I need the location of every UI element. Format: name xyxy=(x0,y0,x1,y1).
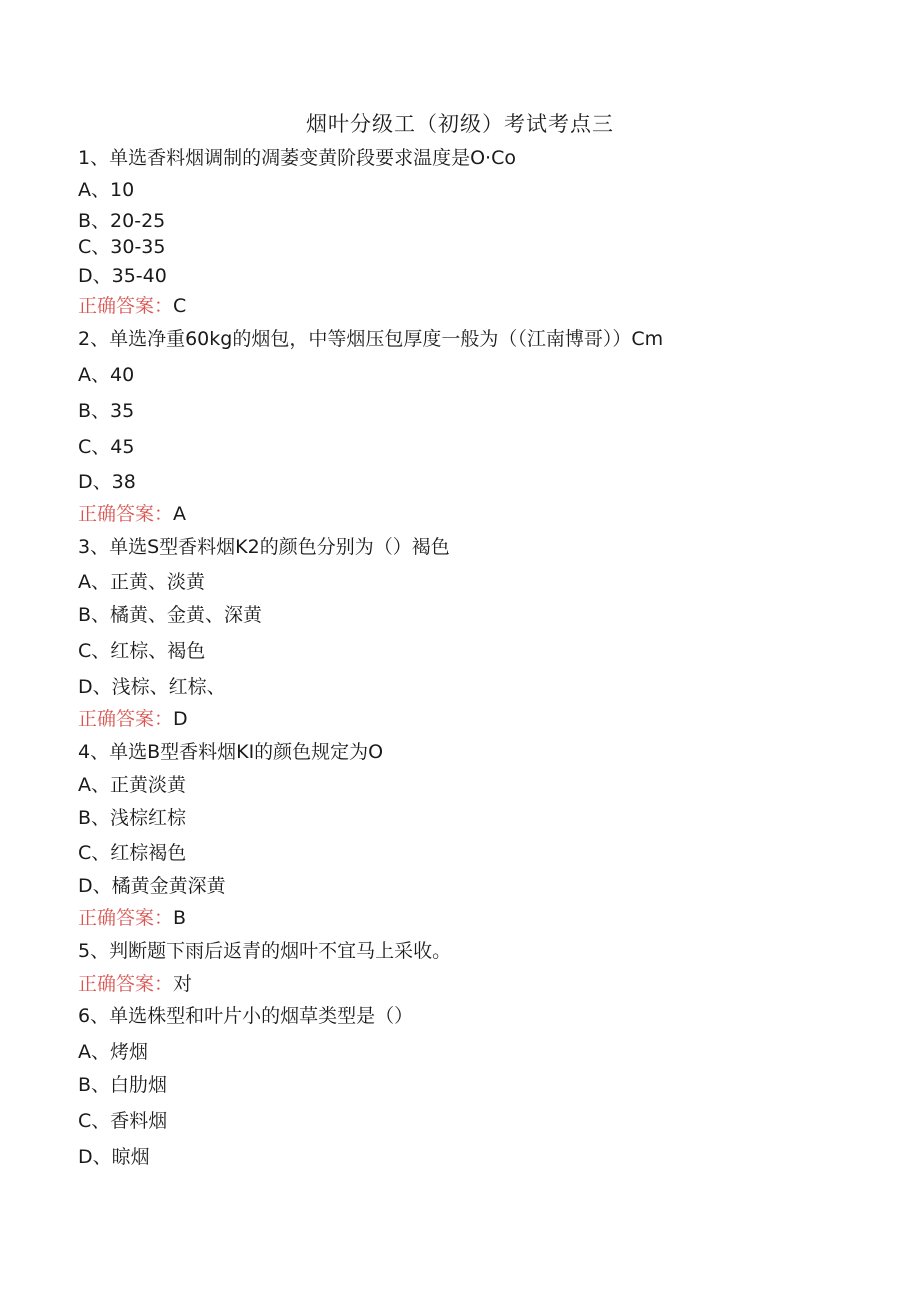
answer-value: B xyxy=(173,907,187,929)
page-title: 烟叶分级工（初级）考试考点三 xyxy=(306,112,614,136)
answer-value: A xyxy=(173,503,187,525)
option: D、35-40 xyxy=(78,265,167,287)
option: D、晾烟 xyxy=(78,1146,150,1168)
option: B、35 xyxy=(78,400,135,422)
answer-label: 正确答案： xyxy=(78,708,174,730)
option: B、橘黄、金黄、深黄 xyxy=(78,604,263,626)
answer-value: 对 xyxy=(173,973,193,995)
option: D、浅棕、红棕、 xyxy=(78,676,226,698)
answer-label: 正确答案： xyxy=(78,907,174,929)
option: B、20-25 xyxy=(78,210,166,232)
answer-line xyxy=(78,906,186,930)
option: A、40 xyxy=(78,364,135,386)
option: D、38 xyxy=(78,471,136,493)
answer-label: 正确答案： xyxy=(78,503,174,525)
answer-label: 正确答案： xyxy=(78,973,174,995)
option: C、红棕、褐色 xyxy=(78,640,206,662)
option: D、橘黄金黄深黄 xyxy=(78,875,226,897)
answer-line xyxy=(78,502,186,526)
option: C、红棕褐色 xyxy=(78,842,187,864)
question-stem: 3、单选S型香料烟K2的颜色分别为（）褐色 xyxy=(78,536,450,558)
question-stem: 1、单选香料烟调制的凋萎变黄阶段要求温度是O·Co xyxy=(78,147,516,169)
option: A、正黄淡黄 xyxy=(78,774,186,796)
answer-line xyxy=(78,972,192,996)
option: B、白肋烟 xyxy=(78,1074,168,1096)
answer-label: 正确答案： xyxy=(78,295,174,317)
option: A、10 xyxy=(78,179,135,201)
question-stem: 4、单选B型香料烟KI的颜色规定为O xyxy=(78,741,384,763)
option: C、30-35 xyxy=(78,236,166,258)
option: C、45 xyxy=(78,436,135,458)
option: C、香料烟 xyxy=(78,1110,168,1132)
answer-line xyxy=(78,707,188,731)
question-stem: 6、单选株型和叶片小的烟草类型是（） xyxy=(78,1005,414,1027)
answer-value: D xyxy=(173,708,188,730)
answer-line xyxy=(78,294,186,318)
question-stem: 5、判断题下雨后返青的烟叶不宜马上采收。 xyxy=(78,940,452,962)
option: A、烤烟 xyxy=(78,1041,148,1063)
option: B、浅棕红棕 xyxy=(78,807,187,829)
answer-value: C xyxy=(173,295,187,317)
option: A、正黄、淡黄 xyxy=(78,571,205,593)
question-stem: 2、单选净重60kg的烟包，中等烟压包厚度一般为（（江南博哥））Cm xyxy=(78,328,664,350)
